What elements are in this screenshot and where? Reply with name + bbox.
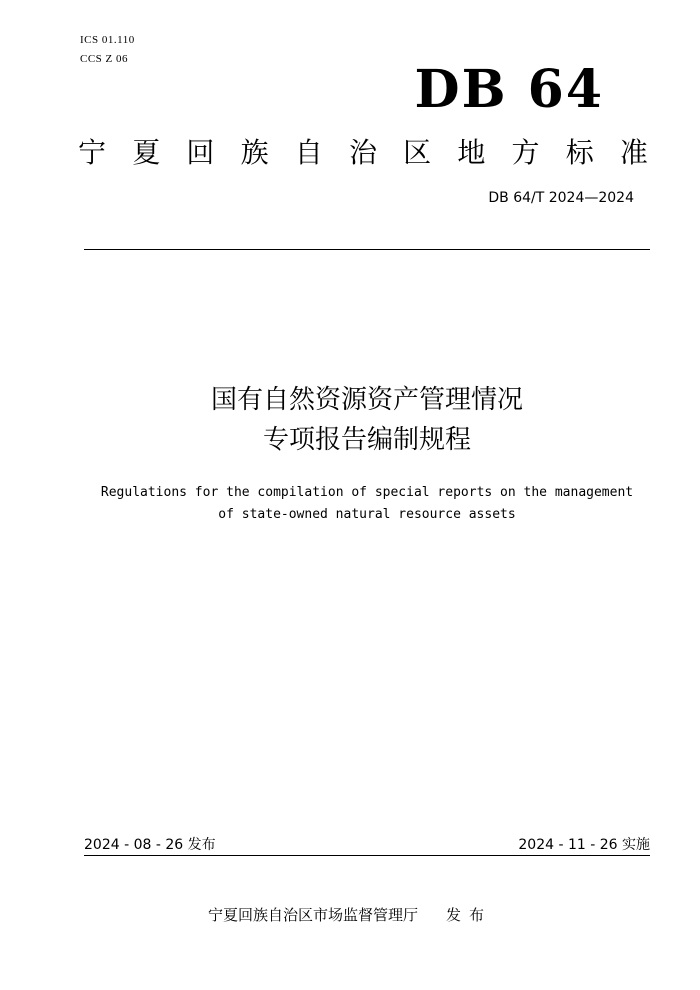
ics-code: ICS 01.110 <box>80 34 135 46</box>
bottom-divider <box>84 855 650 856</box>
effective-date: 2024 - 11 - 26 实施 <box>518 837 650 853</box>
publish-date: 2024 - 08 - 26 发布 <box>84 837 216 853</box>
ccs-code: CCS Z 06 <box>80 53 129 65</box>
standard-type-char: 族 <box>240 136 269 169</box>
standard-type-char: 回 <box>186 136 215 169</box>
standard-type-char: 自 <box>294 136 323 169</box>
english-title-line-1: Regulations for the compilation of special reports on the management <box>100 485 634 500</box>
standard-type-char: 准 <box>619 136 648 169</box>
chinese-title-line-1: 国有自然资源资产管理情况 <box>210 385 523 415</box>
standard-type-char: 夏 <box>132 136 161 169</box>
issue-action: 发布 <box>446 906 493 924</box>
chinese-title <box>0 380 700 460</box>
english-title <box>60 482 674 526</box>
issuing-organization: 宁夏回族自治区市场监督管理厅 <box>207 906 418 924</box>
chinese-title-line-2: 专项报告编制规程 <box>262 425 471 455</box>
standard-type-title <box>78 134 648 172</box>
issuer-line <box>0 904 700 925</box>
standard-type-char: 治 <box>348 136 377 169</box>
standard-type-char: 标 <box>565 136 594 169</box>
db64-logo: DB 64 <box>414 59 604 120</box>
top-divider <box>84 249 650 250</box>
standard-type-char: 宁 <box>78 136 107 169</box>
standard-type-char: 区 <box>403 136 432 169</box>
standard-type-char: 地 <box>457 136 486 169</box>
standard-number: DB 64/T 2024—2024 <box>488 190 634 206</box>
english-title-line-2: of state-owned natural resource assets <box>218 507 516 522</box>
standard-type-char: 方 <box>511 136 540 169</box>
